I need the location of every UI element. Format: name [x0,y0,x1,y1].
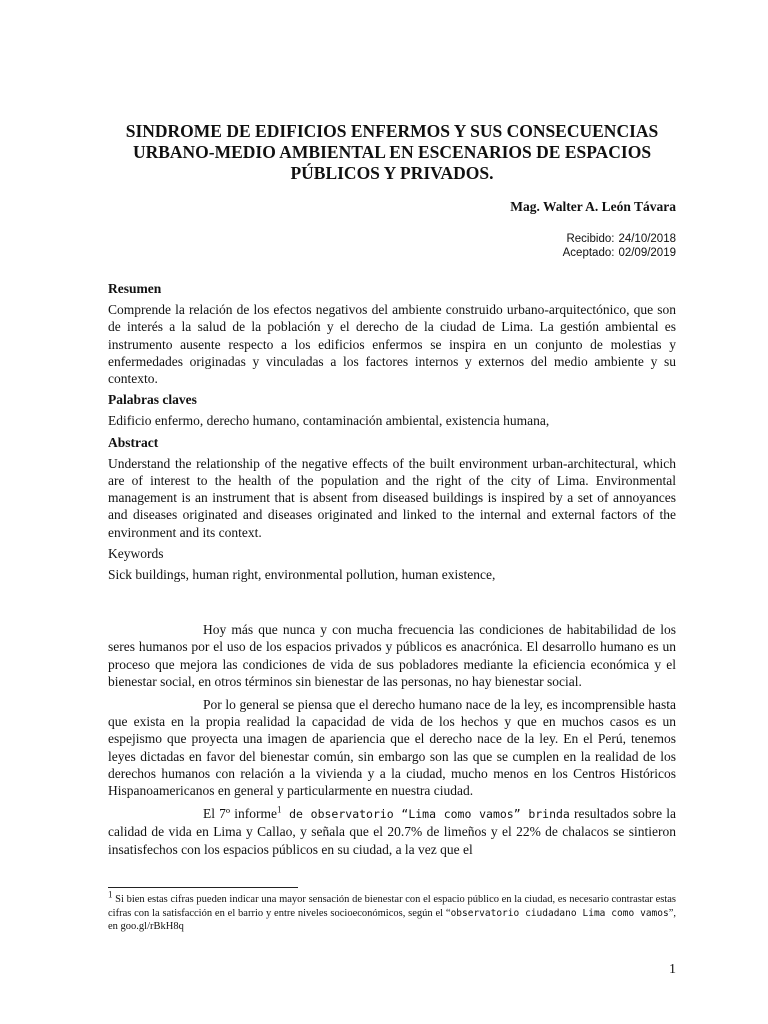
title-line-1: SINDROME DE EDIFICIOS ENFERMOS Y SUS CONSECUENCIAS [125,121,659,141]
received-value: 24/10/2018 [618,233,676,245]
body-paragraph-3 [108,805,676,858]
resumen-heading: Resumen [108,281,162,296]
keywords-heading: Keywords [108,545,164,561]
footnote [108,889,677,934]
body-paragraph-2: Por lo general se piensa que el derecho humano nace de la ley, es incomprensible hasta que exista en la propia realidad la capacidad de vida de los hechos y que en muchos casos es un espejismo que proyecta una imagen de apariencia que el derecho nace de la ley. En el Perú, tenemos leyes dictadas en favor del bienestar común, sin embargo son las que se cumplen en la realidad de los derechos humanos con relación a la vivienda y a la ciudad, mucho menos en los Centros Históricos Hispanoamericanos en general y particularmente en nuestra ciudad. [108,697,676,799]
footnote-reference[interactable]: 1 [276,804,282,815]
body-paragraph-1: Hoy más que nunca y con mucha frecuencia las condiciones de habitabilidad de los seres humanos por el uso de los espacios privados y públicos es anacrónica. El desarrollo humano es un proceso que mejora las condiciones de vida de sus pobladores mediante la eficiencia económica y el bienestar social, en otros términos sin bienestar de las personas, no hay bienestar social. [108,622,676,689]
accepted-label: Aceptado: [562,247,615,259]
section-gap [108,587,676,621]
paper-body [108,280,676,864]
page-number: 1 [669,962,676,977]
footnote-divider [108,887,298,888]
keywords-text: Sick buildings, human right, environmental pollution, human existence, [108,567,496,583]
footnote-text-start: Si bien estas cifras pueden indicar una mayor sensación de bienestar con el espacio público en la ciudad, es necesario contrastar estas cifras con la satisfacción en el barrio y entre niveles socioeconómicos, según el “ [108,894,676,919]
accepted-value: 02/09/2019 [618,247,676,259]
received-date-row [563,232,676,246]
title-line-3: PÚBLICOS Y PRIVADOS. [290,163,494,183]
received-label: Recibido: [566,233,615,245]
paragraph-3-start: El 7º informe [203,806,277,822]
abstract-heading: Abstract [108,434,159,450]
paragraph-3-observatory: de observatorio “Lima como vamos” brinda [281,807,570,822]
footnote-number: 1 [108,889,113,900]
palabras-claves-text: Edificio enfermo, derecho humano, contaminación ambiental, existencia humana, [108,413,550,429]
palabras-claves-heading: Palabras claves [108,392,197,408]
footnote-text-end: ”, en goo.gl/rBkH8q [108,907,677,932]
paper-page [108,0,676,1024]
title-line-2: URBANO-MEDIO AMBIENTAL EN ESCENARIOS DE ESPACIOS [132,142,652,162]
author-name: Mag. Walter A. León Távara [510,199,676,214]
paragraph-3-rest: resultados sobre la calidad de vida en Lima y Callao, y señala que el 20.7% de limeños y el 22% de chalacos se sintieron insatisfechos con los espacios públicos en su ciudad, a la vez que el [108,806,676,857]
accepted-date-row [563,246,676,260]
paper-title [108,121,676,184]
abstract-text: Understand the relationship of the negative effects of the built environment urban-architectural, which are of interest to the health of the population and the right of the city of Lima. Environmental management is an instrument that is absent from diseased buildings is inspired by a set of annoyances and diseases originated and diseases originated and linked to the internal and external factors of the environment and its context. [108,455,676,540]
submission-dates [563,232,676,260]
footnote-observatory-name: observatorio ciudadano Lima como vamos [450,907,669,919]
resumen-text: Comprende la relación de los efectos negativos del ambiente construido urbano-arquitectónico, que son de interés a la salud de la población y el derecho de la ciudad de Lima. La gestión ambiental es instrumento ausente respecto a los edificios enfermos se inspira en un conjunto de molestias y enfermedades originadas y vinculadas a los factores internos y externos del medio ambiente y su contexto. [108,302,676,387]
